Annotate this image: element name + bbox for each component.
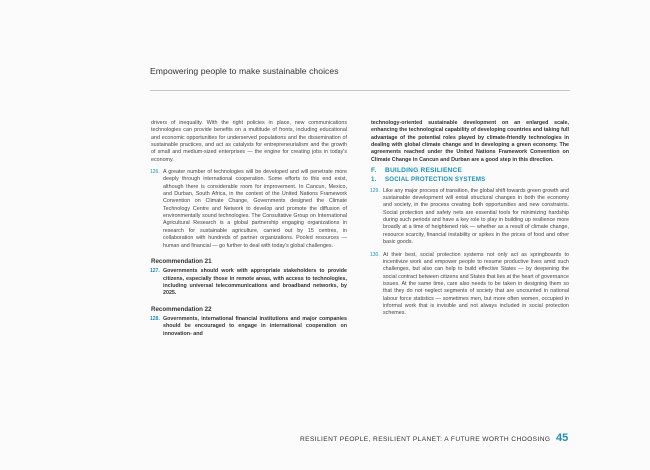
paragraph-text: Governments, international financial institutions and major companies should be encouraged to engage in international cooperation on innovation- and (163, 315, 347, 337)
subsection-title: SOCIAL PROTECTION SYSTEMS (385, 176, 486, 184)
paragraph-128 (151, 316, 347, 338)
continuation-paragraph: technology-oriented sustainable development on an enlarged scale, enhancing the technological capability of developing countries and taking full advantage of the potential roles played by climate-friendly technologies in dealing with global climate change and in developing a green economy. The agreements reached under the United Nations Framework Convention on Climate Change in Cancun and Durban are a good step in this direction. (371, 120, 569, 163)
paragraph-number: 126. (150, 169, 160, 176)
running-header: Empowering people to make sustainable choices (150, 66, 339, 76)
paragraph-text: A greater number of technologies will be developed and will penetrate more deeply through international cooperation. Some efforts to this end exist, although there is considerable room for improvement. In Cancun, Mexico, and Durban, South Africa, in the context of the United Nations Framework Convention on Climate Change, Governments designed the Climate Technology Centre and Network to develop and promote the diffusion of environmentally sound technologies. The Consultative Group on International Agricultural Research is a global partnership engaging organizations in research for sustainable agriculture, carried out by 15 centres, in collaboration with hundreds of partner organizations. Pooled resources — human and financial — go further to deal with today's global challenges. (163, 169, 347, 249)
paragraph-number: 128. (150, 315, 160, 322)
paragraph-text: Like any major process of transition, the global shift towards green growth and sustainable development will entail structural changes in both the economy and society, in the process creating both opportunities and new constraints. Social protection and safety nets are essential tools for minimizing hardship during such periods and have a key role to play in building up resilience more broadly at a time of heightened risk — whether as a result of climate change, resource scarcity, financial instability or spikes in the prices of food and other basic goods. (383, 187, 569, 246)
paragraph-130 (371, 252, 569, 318)
left-column (151, 120, 347, 338)
paragraph-number: 130. (370, 251, 380, 258)
paragraph-number: 129. (370, 187, 380, 194)
paragraph-number: 127. (150, 268, 160, 275)
paragraph-129 (371, 188, 569, 247)
subsection-number: 1. (371, 176, 377, 184)
running-footer: RESILIENT PEOPLE, RESILIENT PLANET: A FUTURE WORTH CHOOSING (300, 436, 551, 443)
right-column (371, 120, 569, 318)
header-divider (150, 90, 570, 91)
subsection-heading (371, 176, 569, 183)
recommendation-22-heading: Recommendation 22 (151, 305, 212, 313)
paragraph-text: At their best, social protection systems not only act as springboards to incentivize work and empower people to resume productive lives amid such challenges, but also can help to build effective States — by deepening the social contract between citizens and States that lies at the heart of governance issues. At the same time, care also needs to be taken in designing them so that they do not neglect segments of society that are uncounted in national labour force statistics — sometimes men, but more often women, occupied in informal work that is invisible and not always included in social protection schemes. (383, 251, 569, 317)
section-letter: F. (371, 167, 377, 175)
section-title: BUILDING RESILIENCE (385, 167, 463, 175)
paragraph-127 (151, 268, 347, 297)
paragraph-text: Governments should work with appropriate stakeholders to provide citizens, especially those in remote areas, with access to technologies, including universal telecommunications and broadband networks, by 2025. (163, 268, 347, 297)
recommendation-21-heading: Recommendation 21 (151, 257, 212, 265)
section-heading (371, 167, 569, 174)
page-number: 45 (556, 432, 569, 444)
intro-paragraph: drivers of inequality. With the right policies in place, new communications technologies can provide benefits on a multitude of fronts, including educational and economic opportunities for underserved populations and the dissemination of sustainable practices, and act as catalysts for entrepreneurialism and the growth of small and medium-sized enterprises — the engine for creating jobs in today's economy. (151, 120, 347, 163)
paragraph-126 (151, 169, 347, 250)
